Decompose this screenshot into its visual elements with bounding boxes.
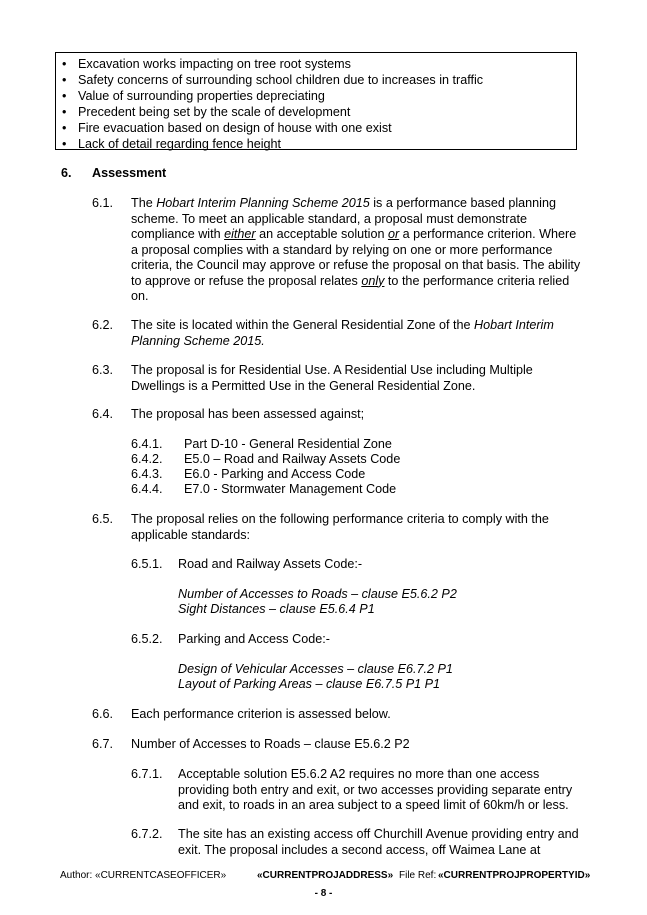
- list-item: E5.0 – Road and Railway Assets Code: [184, 452, 401, 466]
- sub-heading: Road and Railway Assets Code:-: [178, 557, 363, 571]
- sub-number: 6.5.2.: [131, 632, 163, 646]
- bullet-icon: •: [62, 105, 67, 119]
- sub-number: 6.4.4.: [131, 482, 163, 496]
- para-number: 6.2.: [92, 318, 114, 332]
- bullet-icon: •: [62, 89, 67, 103]
- bullet-icon: •: [62, 121, 67, 135]
- list-item: • Precedent being set by the scale of development: [62, 105, 351, 119]
- para-number: 6.3.: [92, 363, 114, 377]
- sub-number: 6.4.1.: [131, 437, 163, 451]
- list-item: E7.0 - Stormwater Management Code: [184, 482, 397, 496]
- paragraph-6-6: Each performance criterion is assessed below.: [131, 707, 391, 721]
- para-number: 6.5.: [92, 512, 114, 526]
- sub-number: 6.4.2.: [131, 452, 163, 466]
- concerns-list: [62, 56, 576, 152]
- list-item: • Lack of detail regarding fence height: [62, 137, 282, 151]
- para-number: 6.4.: [92, 407, 114, 421]
- list-item: • Fire evacuation based on design of house with one exist: [62, 121, 392, 135]
- page-number: - 8 -: [314, 888, 333, 899]
- footer-address: «CURRENTPROJADDRESS»: [257, 870, 394, 881]
- criterion: Design of Vehicular Accesses – clause E6.7.2 P1: [178, 662, 453, 676]
- concerns-box: [55, 52, 577, 150]
- bullet-icon: •: [62, 73, 67, 87]
- criterion: Number of Accesses to Roads – clause E5.6.2 P2: [178, 587, 457, 601]
- bullet-icon: •: [62, 57, 67, 71]
- criterion: Layout of Parking Areas – clause E6.7.5 P1 P1: [178, 677, 441, 691]
- sub-number: 6.7.1.: [131, 767, 163, 781]
- criterion: Sight Distances – clause E5.6.4 P1: [178, 602, 375, 616]
- paragraph-6-7-2: The site has an existing access off Churchill Avenue providing entry and exit. The proposal includes a second access, off Waimea Lane at: [178, 827, 579, 857]
- para-number: 6.6.: [92, 707, 114, 721]
- bullet-icon: •: [62, 137, 67, 151]
- list-item: Part D-10 - General Residential Zone: [184, 437, 392, 451]
- section-number: 6.: [61, 166, 72, 180]
- paragraph-6-4: The proposal has been assessed against;: [131, 407, 365, 421]
- sub-number: 6.5.1.: [131, 557, 163, 571]
- sub-heading: Parking and Access Code:-: [178, 632, 330, 646]
- list-item: • Value of surrounding properties depreciating: [62, 89, 325, 103]
- footer-ref-value: «CURRENTPROJPROPERTYID»: [438, 870, 591, 881]
- paragraph-6-7: Number of Accesses to Roads – clause E5.6.2 P2: [131, 737, 410, 751]
- footer-ref-label: File Ref:: [399, 870, 437, 881]
- paragraph-6-2: The site is located within the General Residential Zone of the Hobart Interim Planning Scheme 2015.: [131, 318, 554, 348]
- sub-number: 6.7.2.: [131, 827, 163, 841]
- footer-author: Author: «CURRENTCASEOFFICER»: [60, 870, 227, 881]
- paragraph-6-3: The proposal is for Residential Use. A Residential Use including Multiple Dwellings is a Permitted Use in the General Residential Zone.: [131, 363, 533, 393]
- paragraph-6-1: The Hobart Interim Planning Scheme 2015 is a performance based planning scheme. To meet an applicable standard, a proposal must demonstrate compliance with either an acceptable solution or a performance criterion. Where a proposal complies with a standard by relying on one or more performance criteria, the Council may approve or refuse the proposal on that basis. The ability to approve or refuse the proposal relates only to the performance criteria relied on.: [131, 196, 581, 303]
- section-title: Assessment: [92, 166, 167, 180]
- paragraph-6-7-1: Acceptable solution E5.6.2 A2 requires no more than one access providing both entry and exit, or two accesses providing separate entry and exit, to roads in an area subject to a speed limit of 60km/h or less.: [178, 767, 573, 812]
- para-number: 6.7.: [92, 737, 114, 751]
- paragraph-6-5: The proposal relies on the following performance criteria to comply with the applicable standards:: [131, 512, 549, 542]
- list-item: • Safety concerns of surrounding school children due to increases in traffic: [62, 73, 484, 87]
- list-item: • Excavation works impacting on tree root systems: [62, 57, 351, 71]
- sub-number: 6.4.3.: [131, 467, 163, 481]
- para-number: 6.1.: [92, 196, 114, 210]
- list-item: E6.0 - Parking and Access Code: [184, 467, 366, 481]
